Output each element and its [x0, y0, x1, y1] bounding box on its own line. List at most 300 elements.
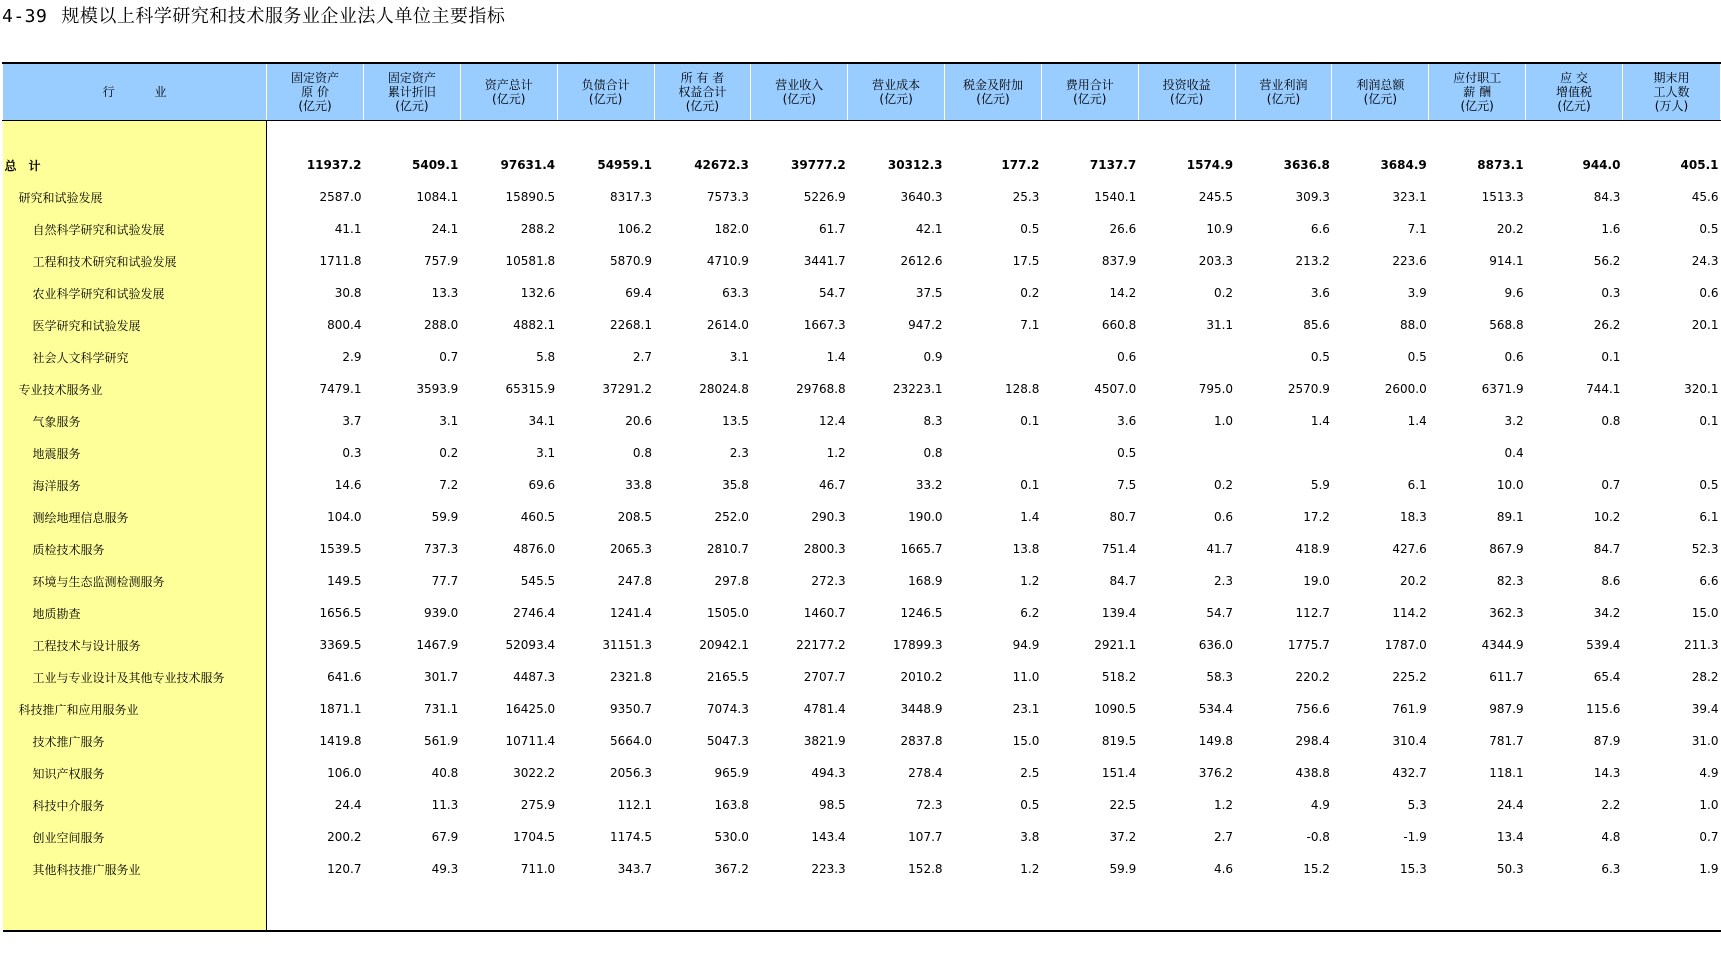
value-cell-expenses: 7137.7: [1089, 158, 1137, 172]
value-cell-revenue: 272.3: [811, 574, 846, 588]
value-cell-cost: 1246.5: [900, 606, 943, 620]
value-cell-inv_income: 41.7: [1206, 542, 1234, 556]
value-cell-op_profit: 0.5: [1310, 350, 1330, 364]
column-header-line: (亿元): [685, 99, 720, 113]
value-cell-liabilities: 247.8: [617, 574, 652, 588]
value-cell-vat: 10.2: [1593, 510, 1621, 524]
value-cell-equity: 20942.1: [699, 638, 749, 652]
value-cell-cost: 3448.9: [900, 702, 943, 716]
column-header-line: (亿元): [976, 92, 1010, 106]
column-header-line: 增值税: [1556, 85, 1593, 99]
value-cell-fixed_depr: 1084.1: [416, 190, 459, 204]
value-cell-equity: 2810.7: [706, 542, 749, 556]
column-header-line: 应 交: [1560, 71, 1588, 85]
value-cell-assets: 545.5: [520, 574, 556, 588]
column-header-line: 薪 酬: [1463, 85, 1492, 99]
value-cell-cost: 152.8: [908, 862, 943, 876]
value-cell-expenses: 819.5: [1101, 734, 1137, 748]
value-cell-cost: 0.9: [923, 350, 943, 364]
value-cell-revenue: 4781.4: [803, 702, 846, 716]
value-cell-op_profit: 298.4: [1295, 734, 1330, 748]
table-row: [3, 533, 1721, 565]
column-header-line: (万人): [1654, 99, 1689, 113]
value-cell-payroll: 82.3: [1496, 574, 1524, 588]
value-cell-cost: 2010.2: [900, 670, 943, 684]
column-header-line: 固定资产: [291, 71, 340, 85]
value-cell-assets: 5.8: [536, 350, 556, 364]
industry-name: 环境与生态监测检测服务: [32, 574, 165, 589]
empty-cell: [363, 121, 460, 150]
value-cell-fixed_depr: 3.1: [439, 414, 459, 428]
value-cell-fixed_original: 2.9: [342, 350, 362, 364]
industry-name: 工业与专业设计及其他专业技术服务: [32, 670, 225, 685]
column-header-op_profit: [1235, 63, 1332, 121]
value-cell-revenue: 494.3: [811, 766, 846, 780]
value-cell-vat: 0.7: [1601, 478, 1621, 492]
value-cell-expenses: 751.4: [1101, 542, 1137, 556]
value-cell-revenue: 54.7: [818, 286, 846, 300]
value-cell-inv_income: [1138, 437, 1235, 469]
value-cell-assets: 10711.4: [505, 734, 556, 748]
table-number: 4-39: [2, 6, 48, 27]
value-cell-payroll: 0.4: [1504, 446, 1524, 460]
value-cell-employees: 405.1: [1680, 158, 1719, 172]
industry-cell: [3, 181, 267, 213]
value-cell-inv_income: 2.3: [1213, 574, 1234, 588]
value-cell-expenses: 139.4: [1101, 606, 1137, 620]
column-header-line: 累计折旧: [387, 85, 436, 99]
value-cell-liabilities: 5870.9: [610, 254, 652, 268]
value-cell-vat: 34.2: [1593, 606, 1621, 620]
value-cell-inv_income: 149.8: [1198, 734, 1234, 748]
value-cell-payroll: 987.9: [1489, 702, 1524, 716]
table-row: [3, 597, 1721, 629]
value-cell-taxes: 1.4: [1020, 510, 1040, 524]
value-cell-inv_income: 245.5: [1198, 190, 1234, 204]
value-cell-inv_income: 0.2: [1213, 286, 1234, 300]
industry-cell: [3, 469, 267, 501]
value-cell-inv_income: [1138, 341, 1235, 373]
industry-name: 总计: [4, 158, 53, 173]
column-header-taxes: [945, 63, 1042, 121]
value-cell-assets: 4487.3: [513, 670, 556, 684]
value-cell-employees: 0.5: [1699, 478, 1719, 492]
value-cell-cost: 72.3: [915, 798, 943, 812]
value-cell-employees: 24.3: [1691, 254, 1719, 268]
table-row: [3, 277, 1721, 309]
value-cell-op_profit: 2570.9: [1287, 382, 1330, 396]
value-cell-revenue: 2707.7: [803, 670, 846, 684]
value-cell-cost: 42.1: [915, 222, 943, 236]
value-cell-cost: 190.0: [908, 510, 943, 524]
value-cell-fixed_depr: 301.7: [423, 670, 459, 684]
value-cell-fixed_original: 1539.5: [319, 542, 362, 556]
value-cell-fixed_depr: 1467.9: [416, 638, 459, 652]
table-row: [3, 789, 1721, 821]
column-header-fixed_depr: [363, 63, 460, 121]
industry-cell: [3, 373, 267, 405]
value-cell-vat: 56.2: [1593, 254, 1621, 268]
empty-cell: [1332, 121, 1429, 150]
value-cell-assets: 288.2: [520, 222, 556, 236]
value-cell-employees: 28.2: [1691, 670, 1719, 684]
value-cell-revenue: 143.4: [811, 830, 846, 844]
column-header-line: (亿元): [395, 99, 429, 113]
industry-name: 测绘地理信息服务: [32, 510, 129, 525]
value-cell-assets: 16425.0: [505, 702, 556, 716]
value-cell-revenue: 46.7: [818, 478, 846, 492]
value-cell-inv_income: 58.3: [1206, 670, 1234, 684]
value-cell-employees: 4.9: [1699, 766, 1719, 780]
empty-cell: [848, 885, 945, 931]
industry-cell: [3, 597, 267, 629]
value-cell-inv_income: 31.1: [1206, 318, 1234, 332]
value-cell-vat: 539.4: [1586, 638, 1621, 652]
value-cell-liabilities: 1174.5: [610, 830, 652, 844]
value-cell-vat: 26.2: [1593, 318, 1621, 332]
value-cell-liabilities: 37291.2: [602, 382, 652, 396]
empty-cell: [1138, 121, 1235, 150]
endpad-row: [3, 885, 1721, 931]
industry-name: 科技中介服务: [32, 798, 105, 813]
value-cell-vat: 87.9: [1593, 734, 1621, 748]
table-row: [3, 501, 1721, 533]
column-header-line: 投资收益: [1162, 78, 1211, 92]
value-cell-expenses: 7.5: [1117, 478, 1137, 492]
value-cell-taxes: 1.2: [1020, 862, 1040, 876]
column-header-revenue: [751, 63, 848, 121]
value-cell-total_profit: 6.1: [1407, 478, 1427, 492]
value-cell-assets: 10581.8: [505, 254, 556, 268]
value-cell-payroll: 20.2: [1496, 222, 1524, 236]
value-cell-fixed_original: 1711.8: [319, 254, 362, 268]
industry-name: 创业空间服务: [32, 830, 105, 845]
value-cell-employees: 0.5: [1699, 222, 1719, 236]
value-cell-fixed_original: 14.6: [334, 478, 362, 492]
empty-cell: [1235, 121, 1332, 150]
value-cell-vat: 0.8: [1601, 414, 1621, 428]
value-cell-total_profit: 5.3: [1407, 798, 1427, 812]
value-cell-op_profit: 112.7: [1295, 606, 1330, 620]
value-cell-payroll: 8873.1: [1477, 158, 1524, 172]
industry-cell: [3, 149, 267, 181]
value-cell-employees: 39.4: [1691, 702, 1719, 716]
industry-cell: [3, 853, 267, 885]
value-cell-inv_income: 0.6: [1213, 510, 1234, 524]
table-row: [3, 373, 1721, 405]
value-cell-total_profit: 88.0: [1400, 318, 1427, 332]
value-cell-total_profit: 3.9: [1407, 286, 1427, 300]
value-cell-total_profit: 18.3: [1400, 510, 1427, 524]
empty-cell: [945, 885, 1042, 931]
industry-cell: [3, 437, 267, 469]
table-row: [3, 661, 1721, 693]
value-cell-equity: 1505.0: [706, 606, 749, 620]
industry-cell: [3, 661, 267, 693]
industry-cell: [3, 565, 267, 597]
column-header-line: (亿元): [879, 92, 913, 106]
value-cell-fixed_original: 120.7: [327, 862, 362, 876]
value-cell-inv_income: 636.0: [1198, 638, 1234, 652]
column-header-line: 权益合计: [678, 85, 727, 99]
column-header-line: 负债合计: [581, 78, 630, 92]
value-cell-op_profit: 85.6: [1303, 318, 1330, 332]
value-cell-total_profit: 7.1: [1407, 222, 1427, 236]
table-row: [3, 181, 1721, 213]
value-cell-equity: 2614.0: [706, 318, 749, 332]
value-cell-cost: 30312.3: [887, 158, 943, 172]
value-cell-equity: 42672.3: [694, 158, 749, 172]
table-title-text: 规模以上科学研究和技术服务业企业法人单位主要指标: [61, 6, 506, 27]
value-cell-employees: 1.9: [1699, 862, 1719, 876]
empty-cell: [1622, 121, 1720, 150]
value-cell-payroll: 4344.9: [1481, 638, 1524, 652]
industry-name: 知识产权服务: [32, 766, 105, 781]
table-row: [3, 341, 1721, 373]
industry-name: 科技推广和应用服务业: [18, 702, 139, 717]
industry-name: 质检技术服务: [32, 542, 105, 557]
empty-cell: [654, 121, 751, 150]
value-cell-fixed_depr: 24.1: [431, 222, 459, 236]
value-cell-equity: 7573.3: [706, 190, 749, 204]
value-cell-op_profit: 6.6: [1310, 222, 1330, 236]
value-cell-liabilities: 112.1: [617, 798, 652, 812]
value-cell-assets: 4876.0: [513, 542, 556, 556]
table-row: [3, 469, 1721, 501]
value-cell-taxes: 128.8: [1005, 382, 1040, 396]
value-cell-cost: 168.9: [908, 574, 943, 588]
column-header-expenses: [1041, 63, 1138, 121]
value-cell-employees: 211.3: [1684, 638, 1719, 652]
value-cell-employees: 0.1: [1699, 414, 1719, 428]
value-cell-total_profit: -1.9: [1403, 830, 1427, 844]
value-cell-expenses: 14.2: [1109, 286, 1137, 300]
value-cell-equity: 163.8: [714, 798, 749, 812]
value-cell-cost: 947.2: [908, 318, 943, 332]
value-cell-equity: 5047.3: [706, 734, 749, 748]
column-header-line: (亿元): [1169, 92, 1204, 106]
value-cell-assets: 2746.4: [513, 606, 556, 620]
value-cell-taxes: 6.2: [1020, 606, 1040, 620]
value-cell-fixed_depr: 939.0: [423, 606, 459, 620]
value-cell-liabilities: 2056.3: [610, 766, 652, 780]
value-cell-payroll: 0.6: [1504, 350, 1524, 364]
value-cell-vat: 0.1: [1601, 350, 1621, 364]
value-cell-cost: 107.7: [908, 830, 943, 844]
value-cell-liabilities: 69.4: [625, 286, 652, 300]
value-cell-vat: 744.1: [1586, 382, 1621, 396]
value-cell-fixed_original: 2587.0: [319, 190, 362, 204]
value-cell-cost: 17899.3: [892, 638, 943, 652]
value-cell-assets: 132.6: [520, 286, 556, 300]
value-cell-employees: 20.1: [1691, 318, 1719, 332]
value-cell-assets: 711.0: [520, 862, 556, 876]
empty-cell: [1429, 121, 1526, 150]
value-cell-revenue: 3441.7: [803, 254, 846, 268]
empty-cell: [1332, 885, 1429, 931]
table-row: [3, 245, 1721, 277]
value-cell-equity: 2165.5: [706, 670, 749, 684]
column-header-line: (亿元): [298, 99, 332, 113]
column-header-line: 费用合计: [1065, 78, 1114, 92]
value-cell-op_profit: 17.2: [1303, 510, 1330, 524]
value-cell-liabilities: 54959.1: [597, 158, 652, 172]
value-cell-taxes: 17.5: [1012, 254, 1040, 268]
value-cell-revenue: 12.4: [818, 414, 846, 428]
table-row: [3, 405, 1721, 437]
value-cell-vat: 14.3: [1593, 766, 1621, 780]
value-cell-assets: 3.1: [536, 446, 556, 460]
column-header-cost: [848, 63, 945, 121]
value-cell-vat: 84.3: [1593, 190, 1621, 204]
industry-name: 海洋服务: [32, 478, 81, 493]
empty-cell: [3, 885, 267, 931]
empty-cell: [1622, 885, 1720, 931]
value-cell-inv_income: 376.2: [1198, 766, 1234, 780]
table-row: [3, 693, 1721, 725]
value-cell-fixed_depr: 13.3: [431, 286, 459, 300]
value-cell-payroll: 6371.9: [1481, 382, 1524, 396]
column-header-line: 固定资产: [387, 71, 436, 85]
value-cell-revenue: 39777.2: [791, 158, 846, 172]
value-cell-total_profit: 3684.9: [1380, 158, 1427, 172]
value-cell-fixed_depr: 67.9: [431, 830, 459, 844]
value-cell-expenses: 4507.0: [1094, 382, 1137, 396]
value-cell-liabilities: 1241.4: [610, 606, 652, 620]
value-cell-fixed_original: 106.0: [327, 766, 362, 780]
value-cell-op_profit: 3636.8: [1283, 158, 1330, 172]
value-cell-vat: 84.7: [1593, 542, 1621, 556]
value-cell-expenses: 660.8: [1101, 318, 1137, 332]
value-cell-fixed_original: 0.3: [342, 446, 362, 460]
value-cell-total_profit: 15.3: [1400, 862, 1427, 876]
value-cell-inv_income: 203.3: [1198, 254, 1234, 268]
industry-cell: [3, 725, 267, 757]
value-cell-fixed_depr: 49.3: [431, 862, 459, 876]
value-cell-op_profit: -0.8: [1306, 830, 1330, 844]
value-cell-op_profit: 438.8: [1295, 766, 1330, 780]
value-cell-vat: 4.8: [1601, 830, 1621, 844]
value-cell-fixed_original: 641.6: [327, 670, 362, 684]
value-cell-equity: 367.2: [714, 862, 749, 876]
value-cell-inv_income: 10.9: [1206, 222, 1234, 236]
value-cell-total_profit: 1.4: [1407, 414, 1427, 428]
table-row: [3, 853, 1721, 885]
value-cell-equity: 530.0: [714, 830, 749, 844]
value-cell-expenses: 837.9: [1101, 254, 1137, 268]
value-cell-fixed_depr: 77.7: [431, 574, 459, 588]
table-row: [3, 821, 1721, 853]
empty-cell: [557, 121, 654, 150]
value-cell-op_profit: [1235, 437, 1332, 469]
value-cell-expenses: 1540.1: [1094, 190, 1137, 204]
value-cell-expenses: 3.6: [1117, 414, 1137, 428]
value-cell-equity: 182.0: [714, 222, 749, 236]
value-cell-fixed_original: 1419.8: [319, 734, 362, 748]
value-cell-assets: 97631.4: [500, 158, 556, 172]
column-header-industry: [3, 63, 267, 121]
value-cell-op_profit: 1.4: [1310, 414, 1330, 428]
value-cell-taxes: 0.2: [1020, 286, 1040, 300]
value-cell-fixed_depr: 59.9: [431, 510, 459, 524]
value-cell-expenses: 22.5: [1109, 798, 1137, 812]
value-cell-taxes: 0.1: [1020, 478, 1040, 492]
column-header-assets: [460, 63, 557, 121]
value-cell-fixed_depr: 5409.1: [412, 158, 459, 172]
column-header-line: (亿元): [1266, 92, 1301, 106]
value-cell-revenue: 98.5: [818, 798, 846, 812]
industry-name: 研究和试验发展: [18, 190, 103, 205]
value-cell-assets: 69.6: [528, 478, 556, 492]
empty-cell: [1041, 121, 1138, 150]
value-cell-equity: 2.3: [729, 446, 749, 460]
empty-cell: [848, 121, 945, 150]
industry-name: 地震服务: [32, 446, 81, 461]
value-cell-op_profit: 19.0: [1303, 574, 1330, 588]
value-cell-expenses: 0.5: [1117, 446, 1137, 460]
industry-cell: [3, 821, 267, 853]
column-header-vat: [1526, 63, 1623, 121]
value-cell-taxes: 1.2: [1020, 574, 1040, 588]
value-cell-vat: 2.2: [1601, 798, 1621, 812]
table-row: [3, 565, 1721, 597]
industry-cell: [3, 277, 267, 309]
column-header-line: (亿元): [782, 92, 816, 106]
value-cell-payroll: 13.4: [1496, 830, 1524, 844]
table-body: [3, 121, 1721, 932]
value-cell-revenue: 3821.9: [803, 734, 846, 748]
value-cell-fixed_original: 41.1: [334, 222, 362, 236]
value-cell-total_profit: 225.2: [1392, 670, 1427, 684]
value-cell-taxes: 15.0: [1012, 734, 1040, 748]
value-cell-fixed_depr: 757.9: [423, 254, 459, 268]
industry-cell: [3, 405, 267, 437]
value-cell-fixed_depr: 0.7: [439, 350, 459, 364]
column-header-line: 工人数: [1653, 85, 1690, 99]
value-cell-payroll: 89.1: [1496, 510, 1524, 524]
value-cell-payroll: 611.7: [1489, 670, 1524, 684]
column-header-line: (亿元): [492, 92, 526, 106]
value-cell-expenses: 80.7: [1109, 510, 1137, 524]
value-cell-payroll: 10.0: [1496, 478, 1524, 492]
value-cell-total_profit: 223.6: [1392, 254, 1427, 268]
value-cell-op_profit: 220.2: [1295, 670, 1330, 684]
value-cell-assets: 34.1: [528, 414, 556, 428]
empty-cell: [1526, 885, 1623, 931]
value-cell-taxes: 0.1: [1020, 414, 1040, 428]
value-cell-fixed_depr: 0.2: [439, 446, 459, 460]
industry-name: 社会人文科学研究: [32, 350, 129, 365]
industry-name: 医学研究和试验发展: [32, 318, 141, 333]
empty-cell: [460, 885, 557, 931]
value-cell-expenses: 2921.1: [1094, 638, 1137, 652]
value-cell-taxes: 7.1: [1020, 318, 1040, 332]
value-cell-cost: 3640.3: [900, 190, 943, 204]
value-cell-taxes: 177.2: [1001, 158, 1040, 172]
industry-cell: [3, 629, 267, 661]
empty-cell: [1429, 885, 1526, 931]
value-cell-expenses: 26.6: [1109, 222, 1137, 236]
column-header-line: 期末用: [1653, 71, 1690, 85]
value-cell-fixed_original: 1871.1: [319, 702, 362, 716]
value-cell-assets: 52093.4: [505, 638, 556, 652]
column-header-line: 营业收入: [775, 78, 824, 92]
empty-cell: [945, 121, 1042, 150]
value-cell-vat: 8.6: [1601, 574, 1621, 588]
value-cell-op_profit: 4.9: [1310, 798, 1330, 812]
empty-cell: [751, 885, 848, 931]
value-cell-expenses: 518.2: [1101, 670, 1137, 684]
